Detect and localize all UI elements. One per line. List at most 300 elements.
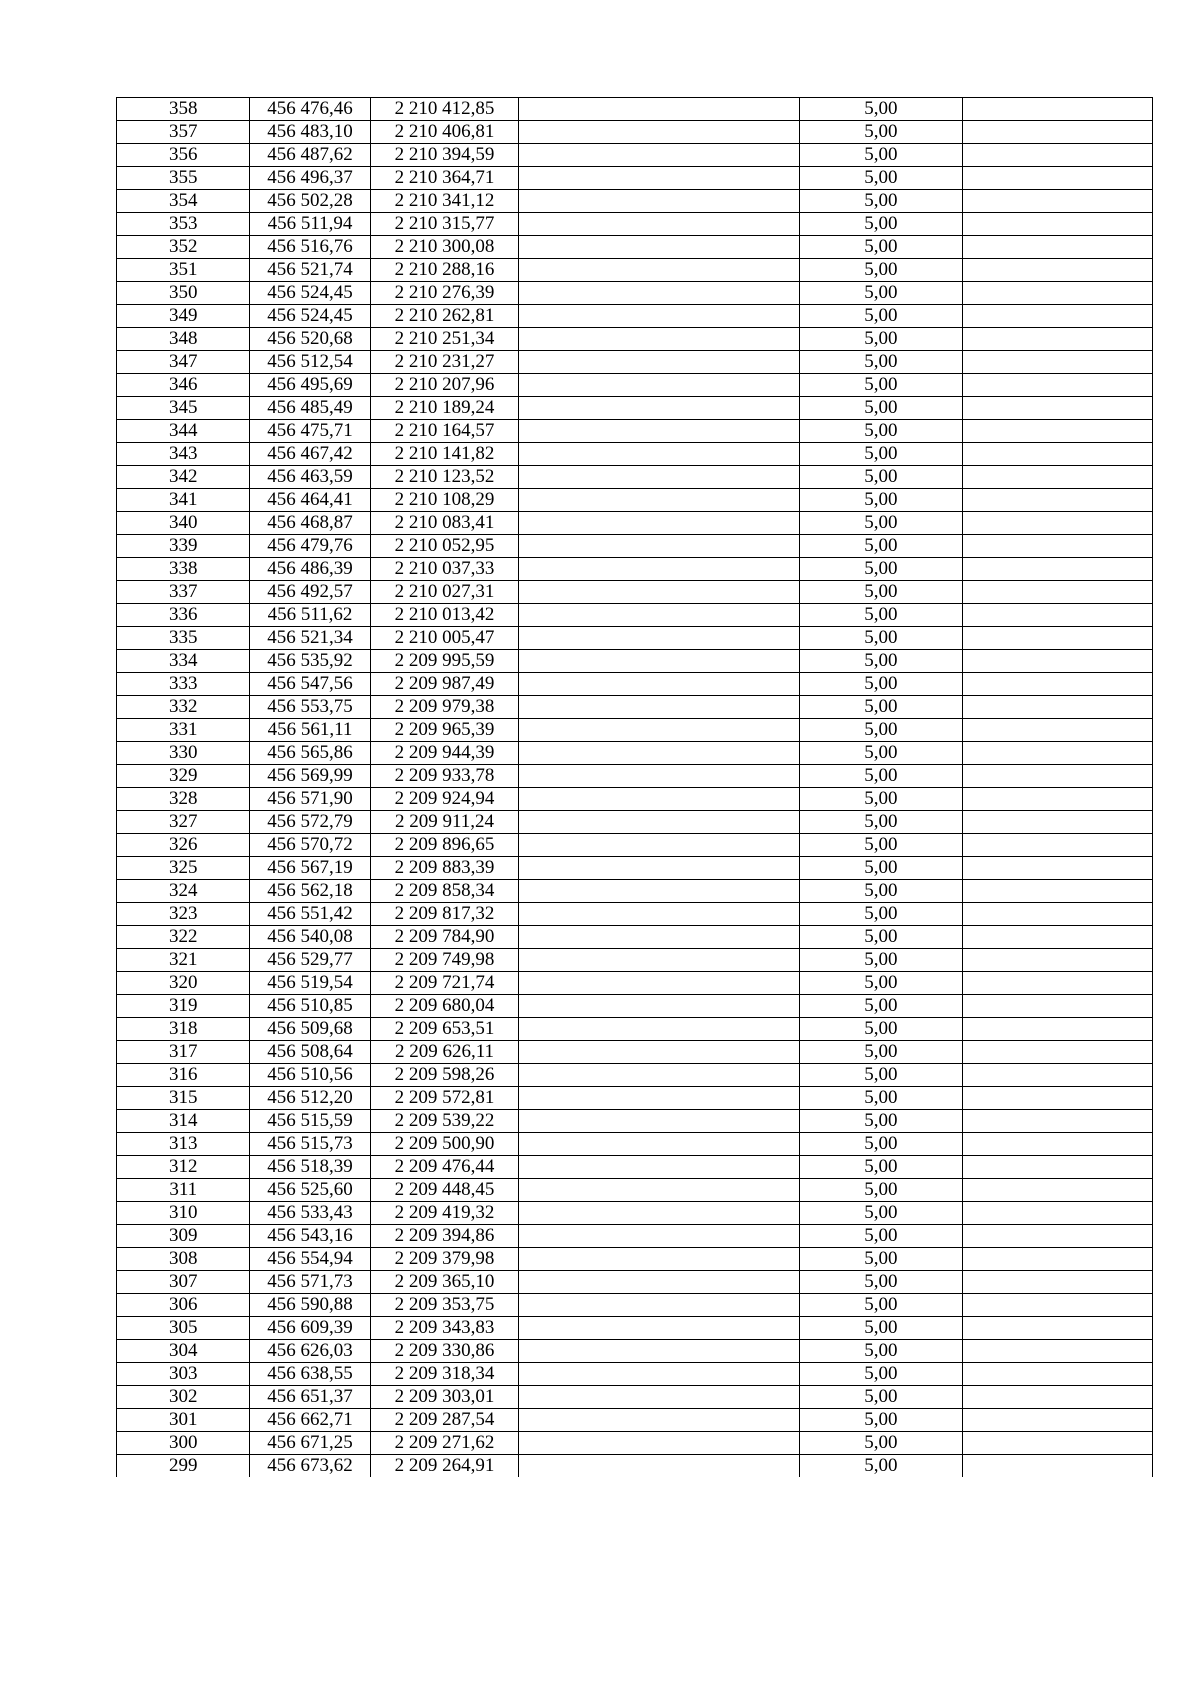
y-coordinate-cell: 2 209 817,32 (370, 903, 519, 926)
table-row (117, 1363, 1153, 1386)
empty-cell (519, 190, 799, 213)
table-row (117, 1087, 1153, 1110)
y-coordinate-cell: 2 210 262,81 (370, 305, 519, 328)
value-cell: 5,00 (799, 1363, 962, 1386)
x-coordinate-cell: 456 543,16 (250, 1225, 370, 1248)
point-number-cell: 301 (117, 1409, 250, 1432)
empty-cell (963, 811, 1153, 834)
y-coordinate-cell: 2 210 412,85 (370, 98, 519, 121)
empty-cell (519, 972, 799, 995)
point-number-cell: 342 (117, 466, 250, 489)
table-row (117, 765, 1153, 788)
table-row (117, 1041, 1153, 1064)
table-row (117, 397, 1153, 420)
x-coordinate-cell: 456 571,90 (250, 788, 370, 811)
point-number-cell: 337 (117, 581, 250, 604)
y-coordinate-cell: 2 209 343,83 (370, 1317, 519, 1340)
empty-cell (963, 1087, 1153, 1110)
empty-cell (519, 650, 799, 673)
x-coordinate-cell: 456 515,73 (250, 1133, 370, 1156)
point-number-cell: 340 (117, 512, 250, 535)
value-cell: 5,00 (799, 1386, 962, 1409)
y-coordinate-cell: 2 209 539,22 (370, 1110, 519, 1133)
value-cell: 5,00 (799, 1156, 962, 1179)
value-cell: 5,00 (799, 1202, 962, 1225)
empty-cell (519, 489, 799, 512)
value-cell: 5,00 (799, 719, 962, 742)
point-number-cell: 336 (117, 604, 250, 627)
table-row (117, 558, 1153, 581)
value-cell: 5,00 (799, 1248, 962, 1271)
x-coordinate-cell: 456 508,64 (250, 1041, 370, 1064)
empty-cell (963, 1386, 1153, 1409)
value-cell: 5,00 (799, 1087, 962, 1110)
empty-cell (963, 351, 1153, 374)
point-number-cell: 347 (117, 351, 250, 374)
y-coordinate-cell: 2 209 379,98 (370, 1248, 519, 1271)
empty-cell (519, 604, 799, 627)
empty-cell (963, 788, 1153, 811)
empty-cell (519, 512, 799, 535)
y-coordinate-cell: 2 209 749,98 (370, 949, 519, 972)
table-row (117, 627, 1153, 650)
y-coordinate-cell: 2 210 315,77 (370, 213, 519, 236)
empty-cell (963, 121, 1153, 144)
table-row (117, 857, 1153, 880)
y-coordinate-cell: 2 210 189,24 (370, 397, 519, 420)
empty-cell (963, 1225, 1153, 1248)
empty-cell (519, 213, 799, 236)
y-coordinate-cell: 2 209 598,26 (370, 1064, 519, 1087)
empty-cell (963, 1317, 1153, 1340)
empty-cell (519, 995, 799, 1018)
value-cell: 5,00 (799, 1271, 962, 1294)
y-coordinate-cell: 2 209 476,44 (370, 1156, 519, 1179)
value-cell: 5,00 (799, 742, 962, 765)
y-coordinate-cell: 2 210 394,59 (370, 144, 519, 167)
coordinates-table (116, 97, 1153, 1477)
table-row (117, 811, 1153, 834)
empty-cell (519, 144, 799, 167)
x-coordinate-cell: 456 512,54 (250, 351, 370, 374)
point-number-cell: 350 (117, 282, 250, 305)
x-coordinate-cell: 456 626,03 (250, 1340, 370, 1363)
point-number-cell: 343 (117, 443, 250, 466)
point-number-cell: 306 (117, 1294, 250, 1317)
value-cell: 5,00 (799, 259, 962, 282)
x-coordinate-cell: 456 463,59 (250, 466, 370, 489)
y-coordinate-cell: 2 209 721,74 (370, 972, 519, 995)
empty-cell (519, 1432, 799, 1455)
x-coordinate-cell: 456 561,11 (250, 719, 370, 742)
value-cell: 5,00 (799, 558, 962, 581)
value-cell: 5,00 (799, 1041, 962, 1064)
y-coordinate-cell: 2 209 419,32 (370, 1202, 519, 1225)
empty-cell (519, 1271, 799, 1294)
value-cell: 5,00 (799, 972, 962, 995)
x-coordinate-cell: 456 529,77 (250, 949, 370, 972)
empty-cell (519, 1248, 799, 1271)
y-coordinate-cell: 2 209 979,38 (370, 696, 519, 719)
x-coordinate-cell: 456 609,39 (250, 1317, 370, 1340)
empty-cell (963, 190, 1153, 213)
value-cell: 5,00 (799, 880, 962, 903)
y-coordinate-cell: 2 209 995,59 (370, 650, 519, 673)
point-number-cell: 315 (117, 1087, 250, 1110)
table-row (117, 144, 1153, 167)
value-cell: 5,00 (799, 1064, 962, 1087)
x-coordinate-cell: 456 562,18 (250, 880, 370, 903)
table-row (117, 1271, 1153, 1294)
empty-cell (519, 581, 799, 604)
empty-cell (963, 144, 1153, 167)
table-row (117, 443, 1153, 466)
y-coordinate-cell: 2 209 287,54 (370, 1409, 519, 1432)
y-coordinate-cell: 2 209 944,39 (370, 742, 519, 765)
point-number-cell: 321 (117, 949, 250, 972)
value-cell: 5,00 (799, 213, 962, 236)
empty-cell (963, 98, 1153, 121)
y-coordinate-cell: 2 210 276,39 (370, 282, 519, 305)
point-number-cell: 304 (117, 1340, 250, 1363)
y-coordinate-cell: 2 209 394,86 (370, 1225, 519, 1248)
point-number-cell: 338 (117, 558, 250, 581)
y-coordinate-cell: 2 210 341,12 (370, 190, 519, 213)
table-row (117, 213, 1153, 236)
value-cell: 5,00 (799, 1225, 962, 1248)
value-cell: 5,00 (799, 1110, 962, 1133)
x-coordinate-cell: 456 518,39 (250, 1156, 370, 1179)
point-number-cell: 322 (117, 926, 250, 949)
y-coordinate-cell: 2 209 330,86 (370, 1340, 519, 1363)
y-coordinate-cell: 2 209 572,81 (370, 1087, 519, 1110)
x-coordinate-cell: 456 515,59 (250, 1110, 370, 1133)
empty-cell (963, 995, 1153, 1018)
table-row (117, 1018, 1153, 1041)
y-coordinate-cell: 2 210 052,95 (370, 535, 519, 558)
value-cell: 5,00 (799, 328, 962, 351)
point-number-cell: 319 (117, 995, 250, 1018)
value-cell: 5,00 (799, 374, 962, 397)
value-cell: 5,00 (799, 305, 962, 328)
empty-cell (963, 466, 1153, 489)
value-cell: 5,00 (799, 811, 962, 834)
empty-cell (519, 282, 799, 305)
empty-cell (519, 880, 799, 903)
point-number-cell: 316 (117, 1064, 250, 1087)
empty-cell (963, 834, 1153, 857)
empty-cell (963, 673, 1153, 696)
point-number-cell: 308 (117, 1248, 250, 1271)
table-row (117, 880, 1153, 903)
point-number-cell: 333 (117, 673, 250, 696)
empty-cell (963, 765, 1153, 788)
empty-cell (963, 1455, 1153, 1478)
empty-cell (519, 834, 799, 857)
y-coordinate-cell: 2 209 680,04 (370, 995, 519, 1018)
table-row (117, 305, 1153, 328)
y-coordinate-cell: 2 210 108,29 (370, 489, 519, 512)
empty-cell (519, 1317, 799, 1340)
point-number-cell: 346 (117, 374, 250, 397)
value-cell: 5,00 (799, 650, 962, 673)
empty-cell (519, 236, 799, 259)
value-cell: 5,00 (799, 604, 962, 627)
empty-cell (963, 236, 1153, 259)
x-coordinate-cell: 456 590,88 (250, 1294, 370, 1317)
y-coordinate-cell: 2 210 027,31 (370, 581, 519, 604)
value-cell: 5,00 (799, 1432, 962, 1455)
point-number-cell: 356 (117, 144, 250, 167)
empty-cell (519, 535, 799, 558)
table-row (117, 328, 1153, 351)
table-row (117, 1294, 1153, 1317)
value-cell: 5,00 (799, 1455, 962, 1478)
empty-cell (519, 259, 799, 282)
point-number-cell: 311 (117, 1179, 250, 1202)
value-cell: 5,00 (799, 1179, 962, 1202)
point-number-cell: 299 (117, 1455, 250, 1478)
point-number-cell: 325 (117, 857, 250, 880)
point-number-cell: 330 (117, 742, 250, 765)
y-coordinate-cell: 2 210 251,34 (370, 328, 519, 351)
value-cell: 5,00 (799, 535, 962, 558)
empty-cell (519, 949, 799, 972)
empty-cell (519, 305, 799, 328)
point-number-cell: 327 (117, 811, 250, 834)
table-row (117, 236, 1153, 259)
y-coordinate-cell: 2 209 626,11 (370, 1041, 519, 1064)
x-coordinate-cell: 456 479,76 (250, 535, 370, 558)
empty-cell (963, 1202, 1153, 1225)
point-number-cell: 352 (117, 236, 250, 259)
empty-cell (963, 1294, 1153, 1317)
y-coordinate-cell: 2 209 271,62 (370, 1432, 519, 1455)
empty-cell (963, 604, 1153, 627)
point-number-cell: 313 (117, 1133, 250, 1156)
y-coordinate-cell: 2 209 500,90 (370, 1133, 519, 1156)
x-coordinate-cell: 456 521,74 (250, 259, 370, 282)
table-row (117, 512, 1153, 535)
value-cell: 5,00 (799, 627, 962, 650)
value-cell: 5,00 (799, 1340, 962, 1363)
value-cell: 5,00 (799, 903, 962, 926)
point-number-cell: 303 (117, 1363, 250, 1386)
point-number-cell: 312 (117, 1156, 250, 1179)
table-row (117, 1317, 1153, 1340)
empty-cell (519, 788, 799, 811)
x-coordinate-cell: 456 520,68 (250, 328, 370, 351)
table-row (117, 1432, 1153, 1455)
empty-cell (519, 1110, 799, 1133)
x-coordinate-cell: 456 468,87 (250, 512, 370, 535)
empty-cell (519, 397, 799, 420)
empty-cell (519, 98, 799, 121)
table-row (117, 1248, 1153, 1271)
empty-cell (519, 374, 799, 397)
empty-cell (519, 1041, 799, 1064)
empty-cell (519, 1386, 799, 1409)
value-cell: 5,00 (799, 1409, 962, 1432)
x-coordinate-cell: 456 567,19 (250, 857, 370, 880)
x-coordinate-cell: 456 502,28 (250, 190, 370, 213)
empty-cell (963, 1271, 1153, 1294)
value-cell: 5,00 (799, 857, 962, 880)
x-coordinate-cell: 456 516,76 (250, 236, 370, 259)
table-row (117, 834, 1153, 857)
value-cell: 5,00 (799, 190, 962, 213)
x-coordinate-cell: 456 569,99 (250, 765, 370, 788)
empty-cell (963, 926, 1153, 949)
empty-cell (963, 397, 1153, 420)
empty-cell (963, 742, 1153, 765)
empty-cell (963, 903, 1153, 926)
empty-cell (519, 811, 799, 834)
table-row (117, 121, 1153, 144)
empty-cell (519, 673, 799, 696)
table-row (117, 742, 1153, 765)
empty-cell (963, 1432, 1153, 1455)
empty-cell (519, 1133, 799, 1156)
y-coordinate-cell: 2 210 013,42 (370, 604, 519, 627)
x-coordinate-cell: 456 492,57 (250, 581, 370, 604)
y-coordinate-cell: 2 209 653,51 (370, 1018, 519, 1041)
point-number-cell: 358 (117, 98, 250, 121)
table-row (117, 374, 1153, 397)
x-coordinate-cell: 456 547,56 (250, 673, 370, 696)
x-coordinate-cell: 456 475,71 (250, 420, 370, 443)
empty-cell (963, 1248, 1153, 1271)
coordinates-table-body (117, 98, 1153, 1478)
x-coordinate-cell: 456 638,55 (250, 1363, 370, 1386)
point-number-cell: 331 (117, 719, 250, 742)
value-cell: 5,00 (799, 1317, 962, 1340)
point-number-cell: 318 (117, 1018, 250, 1041)
table-row (117, 1455, 1153, 1478)
y-coordinate-cell: 2 209 448,45 (370, 1179, 519, 1202)
value-cell: 5,00 (799, 282, 962, 305)
y-coordinate-cell: 2 210 364,71 (370, 167, 519, 190)
value-cell: 5,00 (799, 995, 962, 1018)
y-coordinate-cell: 2 209 965,39 (370, 719, 519, 742)
point-number-cell: 326 (117, 834, 250, 857)
point-number-cell: 344 (117, 420, 250, 443)
point-number-cell: 355 (117, 167, 250, 190)
empty-cell (963, 949, 1153, 972)
point-number-cell: 353 (117, 213, 250, 236)
point-number-cell: 339 (117, 535, 250, 558)
point-number-cell: 349 (117, 305, 250, 328)
value-cell: 5,00 (799, 581, 962, 604)
y-coordinate-cell: 2 210 288,16 (370, 259, 519, 282)
table-row (117, 1225, 1153, 1248)
point-number-cell: 348 (117, 328, 250, 351)
y-coordinate-cell: 2 210 083,41 (370, 512, 519, 535)
point-number-cell: 335 (117, 627, 250, 650)
table-row (117, 1340, 1153, 1363)
empty-cell (963, 1409, 1153, 1432)
x-coordinate-cell: 456 524,45 (250, 305, 370, 328)
y-coordinate-cell: 2 209 924,94 (370, 788, 519, 811)
table-row (117, 949, 1153, 972)
empty-cell (963, 259, 1153, 282)
empty-cell (519, 1064, 799, 1087)
table-row (117, 466, 1153, 489)
empty-cell (963, 627, 1153, 650)
empty-cell (963, 374, 1153, 397)
empty-cell (519, 1340, 799, 1363)
empty-cell (963, 1018, 1153, 1041)
value-cell: 5,00 (799, 236, 962, 259)
point-number-cell: 323 (117, 903, 250, 926)
empty-cell (963, 489, 1153, 512)
x-coordinate-cell: 456 673,62 (250, 1455, 370, 1478)
empty-cell (519, 857, 799, 880)
value-cell: 5,00 (799, 1133, 962, 1156)
table-row (117, 673, 1153, 696)
point-number-cell: 341 (117, 489, 250, 512)
empty-cell (519, 903, 799, 926)
empty-cell (963, 857, 1153, 880)
point-number-cell: 332 (117, 696, 250, 719)
table-row (117, 972, 1153, 995)
y-coordinate-cell: 2 209 784,90 (370, 926, 519, 949)
value-cell: 5,00 (799, 949, 962, 972)
point-number-cell: 357 (117, 121, 250, 144)
y-coordinate-cell: 2 210 164,57 (370, 420, 519, 443)
empty-cell (963, 558, 1153, 581)
value-cell: 5,00 (799, 443, 962, 466)
table-row (117, 535, 1153, 558)
x-coordinate-cell: 456 495,69 (250, 374, 370, 397)
empty-cell (963, 972, 1153, 995)
empty-cell (519, 742, 799, 765)
table-row (117, 696, 1153, 719)
x-coordinate-cell: 456 510,56 (250, 1064, 370, 1087)
value-cell: 5,00 (799, 167, 962, 190)
value-cell: 5,00 (799, 121, 962, 144)
point-number-cell: 334 (117, 650, 250, 673)
point-number-cell: 314 (117, 1110, 250, 1133)
table-row (117, 1156, 1153, 1179)
point-number-cell: 302 (117, 1386, 250, 1409)
x-coordinate-cell: 456 511,62 (250, 604, 370, 627)
y-coordinate-cell: 2 210 141,82 (370, 443, 519, 466)
empty-cell (519, 466, 799, 489)
point-number-cell: 345 (117, 397, 250, 420)
point-number-cell: 329 (117, 765, 250, 788)
empty-cell (963, 650, 1153, 673)
empty-cell (963, 512, 1153, 535)
table-row (117, 903, 1153, 926)
value-cell: 5,00 (799, 98, 962, 121)
y-coordinate-cell: 2 210 005,47 (370, 627, 519, 650)
empty-cell (519, 167, 799, 190)
empty-cell (519, 420, 799, 443)
x-coordinate-cell: 456 483,10 (250, 121, 370, 144)
x-coordinate-cell: 456 464,41 (250, 489, 370, 512)
empty-cell (963, 1064, 1153, 1087)
x-coordinate-cell: 456 572,79 (250, 811, 370, 834)
table-row (117, 1386, 1153, 1409)
empty-cell (519, 765, 799, 788)
empty-cell (519, 1179, 799, 1202)
value-cell: 5,00 (799, 1294, 962, 1317)
y-coordinate-cell: 2 209 896,65 (370, 834, 519, 857)
x-coordinate-cell: 456 485,49 (250, 397, 370, 420)
value-cell: 5,00 (799, 1018, 962, 1041)
empty-cell (519, 121, 799, 144)
